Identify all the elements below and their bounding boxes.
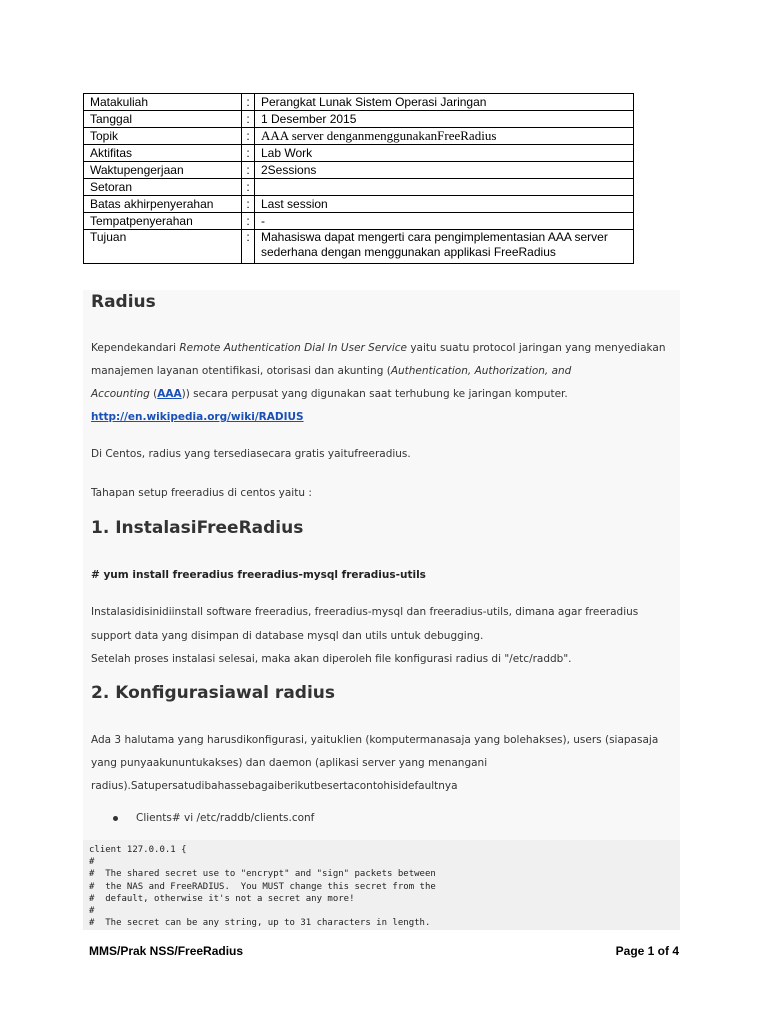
footer-page-number: Page 1 of 4 (615, 944, 679, 958)
table-row (84, 162, 634, 179)
row-colon: : (242, 196, 255, 213)
row-label: Matakuliah (84, 94, 242, 111)
row-value: - (255, 213, 634, 230)
table-row (84, 145, 634, 162)
content-area (83, 290, 680, 930)
install-command: # yum install freeradius freeradius-mysql freradius-utils (91, 569, 426, 581)
row-colon: : (242, 94, 255, 111)
table-row (84, 128, 634, 145)
centos-note: Di Centos, radius yang tersediasecara gratis yaitufreeradius. (91, 448, 411, 460)
row-value: Last session (255, 196, 634, 213)
row-value: Mahasiswa dapat mengerti cara pengimplementasian AAA server sederhana dengan menggunakan applikasi FreeRadius (255, 230, 634, 264)
aaa-link[interactable]: AAA (157, 388, 182, 400)
row-value: 2Sessions (255, 162, 634, 179)
row-label: Aktifitas (84, 145, 242, 162)
row-colon: : (242, 213, 255, 230)
row-label: Topik (84, 128, 242, 145)
code-block (83, 840, 680, 930)
config-desc-3: radius).Satupersatudibahassebagaiberikutbesertacontohisidefaultnya (91, 780, 458, 792)
row-colon: : (242, 230, 255, 264)
config-desc-1: Ada 3 halutama yang harusdikonfigurasi, yaituklien (komputermanasaja yang bolehakses), users (siapasaja (91, 734, 659, 746)
row-label: Tanggal (84, 111, 242, 128)
intro-text: )) secara perpusat yang digunakan saat terhubung ke jaringan komputer. (181, 388, 568, 400)
table-row (84, 196, 634, 213)
bullet-dot-icon (113, 816, 118, 821)
intro-italic: Authentication, Authorization, and (390, 365, 572, 377)
install-desc-2: support data yang disimpan di database mysql dan utils untuk debugging. (91, 630, 484, 642)
table-row (84, 94, 634, 111)
table-row (84, 213, 634, 230)
row-label: Waktupengerjaan (84, 162, 242, 179)
intro-text: manajemen layanan otentifikasi, otorisasi dan akunting ( (91, 365, 391, 377)
intro-text: yaitu suatu protocol jaringan yang menyediakan (407, 342, 666, 354)
row-colon: : (242, 145, 255, 162)
setup-note: Tahapan setup freeradius di centos yaitu : (91, 487, 312, 499)
intro-line-3 (91, 388, 568, 400)
intro-text: ( (149, 388, 158, 400)
table-row (84, 111, 634, 128)
intro-italic: Remote Authentication Dial In User Service (179, 342, 407, 354)
row-value: AAA server denganmenggunakanFreeRadius (255, 128, 634, 145)
intro-italic: Accounting (91, 388, 150, 400)
row-colon: : (242, 111, 255, 128)
row-label: Setoran (84, 179, 242, 196)
intro-line-1 (91, 342, 666, 354)
footer-left: MMS/Prak NSS/FreeRadius (89, 944, 244, 958)
radius-heading: Radius (91, 292, 156, 312)
install-desc-1: Instalasidisinidiinstall software freeradius, freeradius-mysql dan freeradius-utils, dimana agar freeradius (91, 606, 639, 618)
row-value: Perangkat Lunak Sistem Operasi Jaringan (255, 94, 634, 111)
row-value: Lab Work (255, 145, 634, 162)
row-label: Tempatpenyerahan (84, 213, 242, 230)
wiki-link[interactable]: http://en.wikipedia.org/wiki/RADIUS (91, 411, 304, 423)
code-text: client 127.0.0.1 { # # The shared secret use to "encrypt" and "sign" packets between # the NAS and FreeRADIUS. You MUST change this secret from the # default, otherwise it's not a secret any more! # # The secret can be any string, up to 31 characters in length. (89, 845, 436, 929)
row-colon: : (242, 162, 255, 179)
intro-text: Kependekandari (91, 342, 180, 354)
row-label: Tujuan (84, 230, 242, 264)
wiki-link-line (91, 411, 304, 423)
config-desc-2: yang punyaakununtukakses) dan daemon (aplikasi server yang menangani (91, 757, 488, 769)
row-value (255, 179, 634, 196)
course-info-table (83, 93, 634, 264)
row-colon: : (242, 179, 255, 196)
row-value: 1 Desember 2015 (255, 111, 634, 128)
bullet-clients (113, 812, 314, 824)
bullet-text: Clients# vi /etc/raddb/clients.conf (136, 812, 315, 824)
section1-heading: 1. InstalasiFreeRadius (91, 518, 304, 538)
section2-heading: 2. Konfigurasiawal radius (91, 683, 336, 703)
table-row (84, 230, 634, 264)
row-label: Batas akhirpenyerahan (84, 196, 242, 213)
install-desc-3: Setelah proses instalasi selesai, maka akan diperoleh file konfigurasi radius di "/etc/raddb". (91, 653, 572, 665)
table-row (84, 179, 634, 196)
row-colon: : (242, 128, 255, 145)
intro-line-2 (91, 365, 571, 377)
